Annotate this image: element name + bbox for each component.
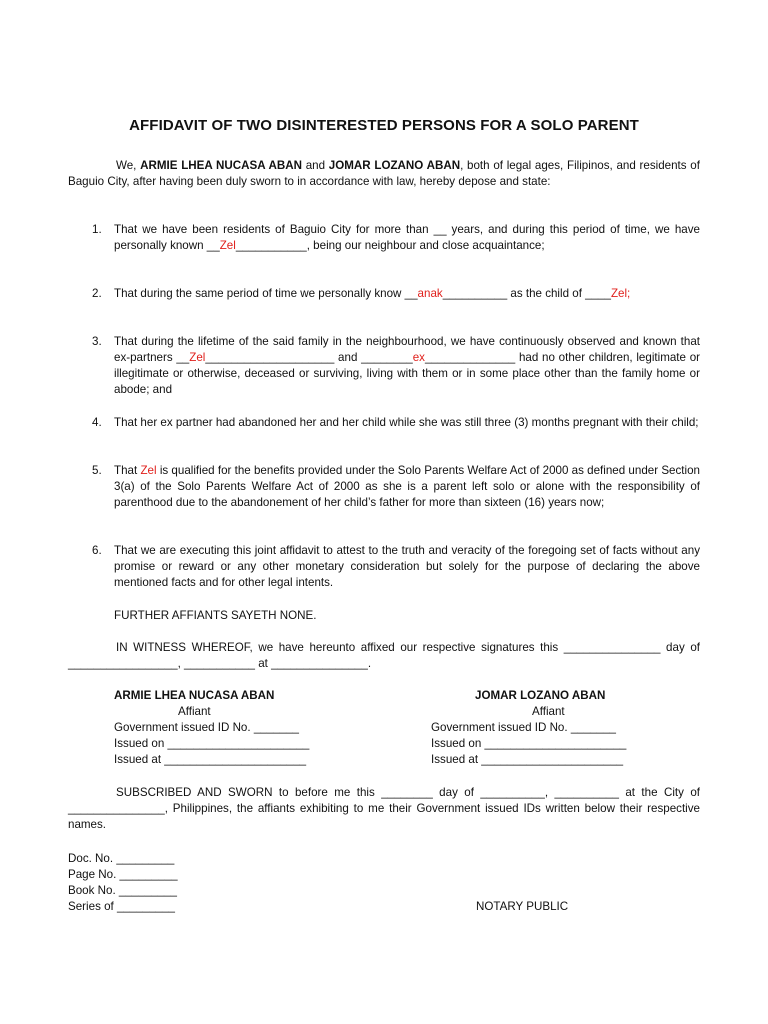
item-4	[92, 415, 700, 431]
item-1-number: 1.	[92, 223, 102, 236]
item-1	[92, 222, 700, 254]
item-2	[92, 286, 700, 302]
item-3-number: 3.	[92, 335, 102, 348]
item-2-text-b: __________ as the child of ____	[442, 287, 611, 300]
item-1-text-a: That we have been residents of Baguio City for more than __ years, and during this period of time, we have personally known __	[114, 223, 700, 252]
intro-affiant-1: ARMIE LHEA NUCASA ABAN	[140, 159, 302, 172]
item-3	[92, 334, 700, 398]
item-5	[92, 463, 700, 511]
sworn-paragraph: SUBSCRIBED AND SWORN to before me this ________ day of __________, __________ at the City of _______________, Philippines, the affiants exhibiting to me their Government issued IDs written below their respective names.	[68, 786, 700, 831]
signatory-left-id: Government issued ID No. _______	[114, 721, 299, 734]
notarial-register	[68, 851, 178, 915]
item-2-number: 2.	[92, 287, 102, 300]
signatory-right	[431, 688, 691, 768]
signatory-left-name: ARMIE LHEA NUCASA ABAN	[114, 689, 275, 702]
item-6-text: That we are executing this joint affidavit to attest to the truth and veracity of the foregoing set of facts without any promise or reward or any other monetary consideration but solely for the purpose of declaring the above mentioned facts and for other legal intents.	[114, 544, 700, 589]
further-affiants-line: FURTHER AFFIANTS SAYETH NONE.	[114, 609, 317, 622]
item-3-name-zel: Zel	[189, 351, 206, 364]
signatory-left-issued-on: Issued on ______________________	[114, 737, 310, 750]
signatory-right-name: JOMAR LOZANO ABAN	[475, 689, 606, 702]
signatory-left-issued-at: Issued at ______________________	[114, 753, 307, 766]
notary-public-label: NOTARY PUBLIC	[476, 900, 569, 913]
intro-affiant-2: JOMAR LOZANO ABAN	[328, 159, 461, 172]
item-4-number: 4.	[92, 416, 102, 429]
item-3-text-b: ____________________ and ________	[205, 351, 413, 364]
signatory-right-issued-at: Issued at ______________________	[431, 753, 624, 766]
signatory-left	[114, 688, 374, 768]
item-1-text-b: ___________, being our neighbour and close acquaintance;	[235, 239, 545, 252]
item-6-number: 6.	[92, 544, 102, 557]
item-2-name-zel: Zel;	[610, 287, 631, 300]
signatory-right-id: Government issued ID No. _______	[431, 721, 616, 734]
item-4-text: That her ex partner had abandoned her and her child while she was still three (3) months pregnant with their child;	[114, 416, 699, 429]
item-5-name-zel: Zel	[140, 464, 157, 477]
item-5-number: 5.	[92, 464, 102, 477]
item-2-text-a: That during the same period of time we personally know __	[114, 287, 418, 300]
witness-paragraph: IN WITNESS WHEREOF, we have hereunto affixed our respective signatures this _______________ day of _________________, ___________ at _______________.	[68, 641, 700, 670]
intro-and: and	[305, 159, 326, 172]
item-2-name-anak: anak	[417, 287, 443, 300]
doc-no-line: Doc. No. _________	[68, 852, 175, 865]
item-3-text-c: ______________ had no other children, legitimate or illegitimate or otherwise, deceased or surviving, living with them or in some place other than the family home or abode; and	[114, 351, 701, 396]
document-title: AFFIDAVIT OF TWO DISINTERESTED PERSONS FOR A SOLO PARENT	[129, 117, 639, 134]
item-6	[92, 543, 700, 591]
signatory-left-role: Affiant	[178, 705, 211, 718]
intro-paragraph	[68, 158, 700, 190]
intro-rest: , both of legal ages, Filipinos, and residents of Baguio City, after having been duly sworn to in accordance with law, hereby depose and state:	[68, 159, 700, 188]
item-3-name-ex: ex	[412, 351, 425, 364]
item-5-text-b: is qualified for the benefits provided under the Solo Parents Welfare Act of 2000 as defined under Section 3(a) of the Solo Parents Welfare Act of 2000 as she is a parent left solo or alone with the responsibility of parenthood due to the abandonement of her child’s father for more than sixteen (16) years now;	[114, 464, 700, 509]
page-no-line: Page No. _________	[68, 868, 178, 881]
item-5-text-a: That	[114, 464, 138, 477]
series-line: Series of _________	[68, 900, 176, 913]
signatory-right-role: Affiant	[532, 705, 565, 718]
item-1-name-zel: Zel	[219, 239, 236, 252]
item-3-text-a: That during the lifetime of the said family in the neighbourhood, we have continuously observed and known that ex-partners __	[114, 335, 700, 364]
signatory-right-issued-on: Issued on ______________________	[431, 737, 627, 750]
book-no-line: Book No. _________	[68, 884, 177, 897]
intro-we: We,	[116, 159, 137, 172]
